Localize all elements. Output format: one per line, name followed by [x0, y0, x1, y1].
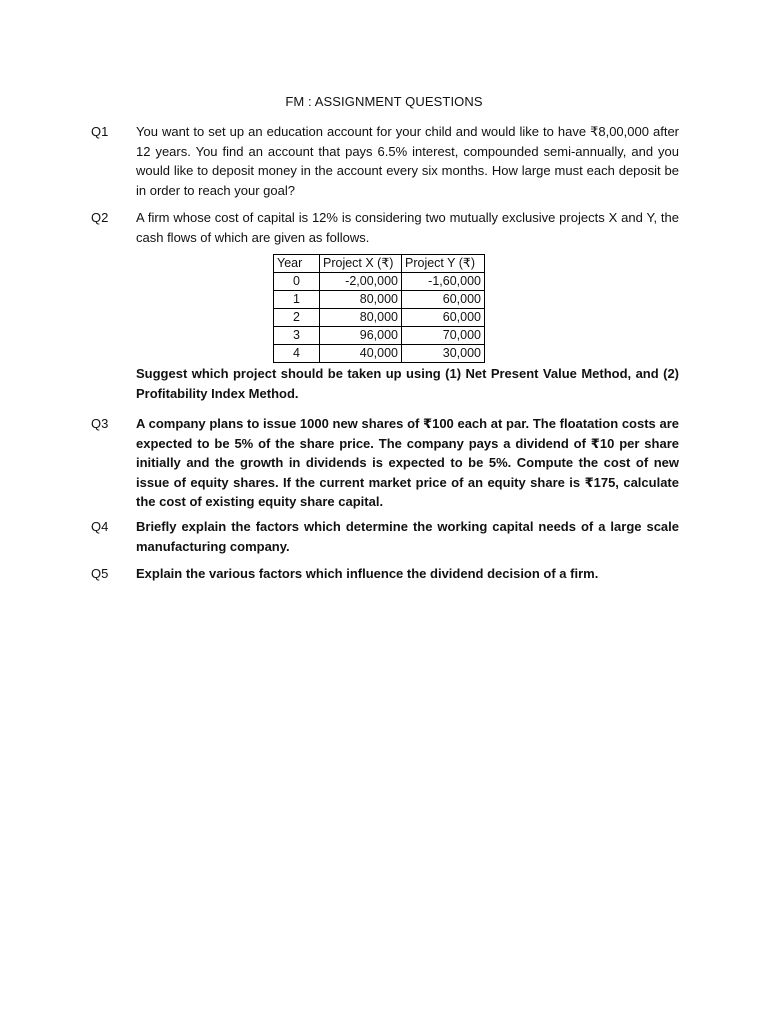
question-follow-up-text: Suggest which project should be taken up using (1) Net Present Value Method, and (2) Profitability Index Method.	[136, 366, 679, 401]
question-4	[91, 517, 679, 556]
table-cell-project-x: 96,000	[320, 327, 402, 345]
cash-flow-table-wrapper	[91, 254, 679, 363]
question-3	[91, 414, 679, 512]
question-text: Briefly explain the factors which determine the working capital needs of a large scale manufacturing company.	[136, 519, 679, 554]
table-row	[274, 345, 485, 363]
table-header-year: Year	[274, 255, 320, 273]
table-row	[274, 309, 485, 327]
table-row	[274, 327, 485, 345]
question-1	[91, 122, 679, 200]
table-cell-project-x: 40,000	[320, 345, 402, 363]
table-cell-project-y: 60,000	[402, 291, 485, 309]
table-cell-project-y: 70,000	[402, 327, 485, 345]
table-cell-year: 4	[274, 345, 320, 363]
table-cell-project-y: 30,000	[402, 345, 485, 363]
table-cell-project-x: -2,00,000	[320, 273, 402, 291]
table-cell-project-x: 80,000	[320, 291, 402, 309]
table-cell-project-y: 60,000	[402, 309, 485, 327]
question-text: Explain the various factors which influence the dividend decision of a firm.	[136, 566, 599, 581]
table-row	[274, 273, 485, 291]
question-number: Q5	[91, 566, 109, 581]
table-header-row	[274, 255, 485, 273]
question-text: You want to set up an education account for your child and would like to have ₹8,00,000 after 12 years. You find an account that pays 6.5% interest, compounded semi-annually, and you would like to deposit money in the account every six months. How large must each deposit be in order to reach your goal?	[136, 124, 679, 198]
question-text: A company plans to issue 1000 new shares of ₹100 each at par. The floatation costs are expected to be 5% of the share price. The company pays a dividend of ₹10 per share initially and the growth in dividends is expected to be 5%. Compute the cost of new issue of equity shares. If the current market price of an equity share is ₹175, calculate the cost of existing equity share capital.	[136, 416, 679, 509]
question-2	[91, 208, 679, 403]
cash-flow-table	[273, 254, 485, 363]
table-header-project-x: Project X (₹)	[320, 255, 402, 273]
table-cell-project-y: -1,60,000	[402, 273, 485, 291]
table-cell-year: 3	[274, 327, 320, 345]
table-row	[274, 291, 485, 309]
question-number: Q2	[91, 210, 109, 225]
table-cell-year: 1	[274, 291, 320, 309]
question-number: Q1	[91, 124, 109, 139]
question-number: Q3	[91, 416, 109, 431]
table-header-project-y: Project Y (₹)	[402, 255, 485, 273]
page-title: FM : ASSIGNMENT QUESTIONS	[285, 94, 483, 109]
question-text: A firm whose cost of capital is 12% is considering two mutually exclusive projects X and Y, the cash flows of which are given as follows.	[136, 210, 679, 245]
table-cell-project-x: 80,000	[320, 309, 402, 327]
question-number: Q4	[91, 519, 109, 534]
question-5	[91, 564, 679, 584]
table-cell-year: 2	[274, 309, 320, 327]
table-cell-year: 0	[274, 273, 320, 291]
